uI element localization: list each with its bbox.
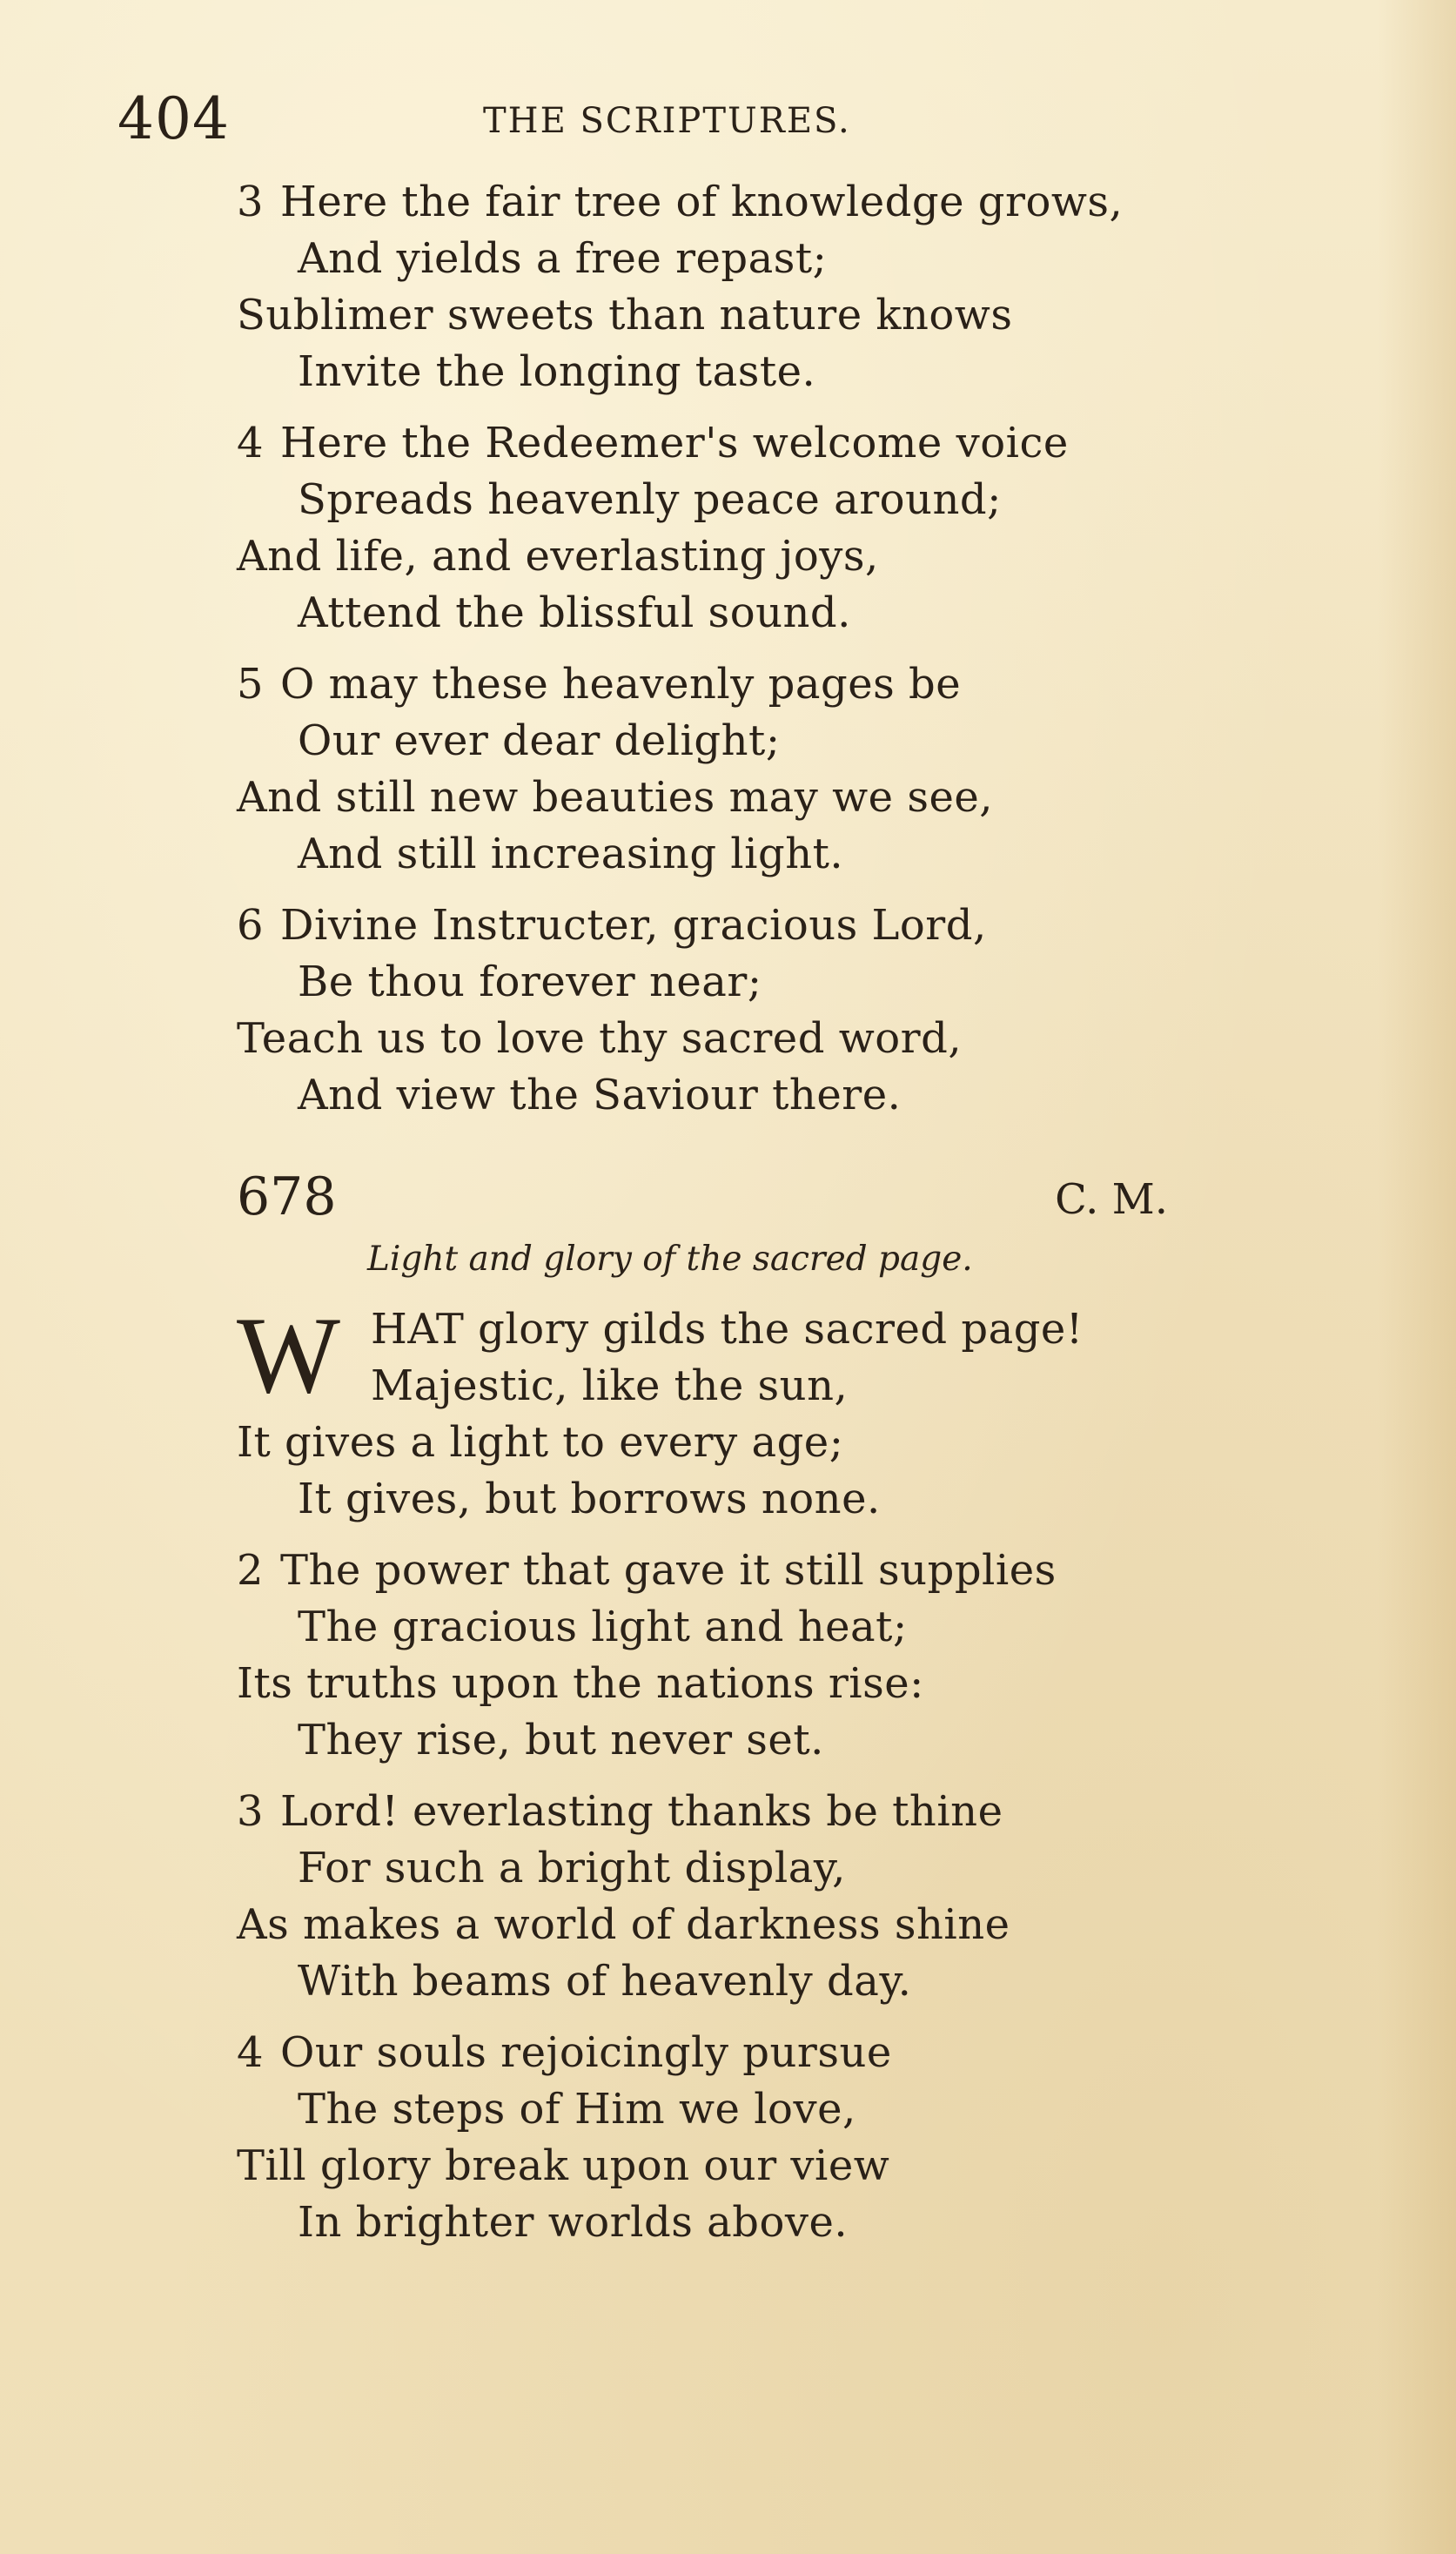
verse-line: And yields a free repast; <box>298 234 828 283</box>
verse-line: And still new beauties may we see, <box>237 773 994 822</box>
hymn-meter: C. M. <box>1055 1175 1168 1224</box>
stanza-2 <box>237 1542 1238 1769</box>
stanza-number: 3 <box>237 1787 265 1836</box>
hymn-subtitle: Light and glory of the sacred page. <box>367 1240 973 1279</box>
drop-cap: W <box>237 1295 340 1416</box>
stanza-number: 3 <box>237 178 265 226</box>
page-number: 404 <box>117 85 230 152</box>
verse-line: Its truths upon the nations rise: <box>237 1659 924 1708</box>
verse-line: For such a bright display, <box>298 1844 846 1892</box>
verse-line: Invite the longing taste. <box>298 347 816 396</box>
verse-line: In brighter worlds above. <box>298 2198 849 2247</box>
stanza-continued-6 <box>237 897 1238 1124</box>
page-header <box>117 80 1249 158</box>
verse-line: 3 Here the fair tree of knowledge grows, <box>237 174 1238 231</box>
hymn-header <box>237 1160 1238 1233</box>
stanza-continued-4 <box>237 415 1238 642</box>
verse-line: Be thou forever near; <box>298 958 762 1006</box>
stanza-1 <box>237 1295 1238 1528</box>
verse-line: It gives a light to every age; <box>237 1418 844 1467</box>
verse-line: 5 O may these heavenly pages be <box>237 656 1238 713</box>
verse-line: 6 Divine Instructer, gracious Lord, <box>237 897 1238 954</box>
verse-line: 3 Lord! everlasting thanks be thine <box>237 1784 1238 1840</box>
verse-line: Majestic, like the sun, <box>371 1361 849 1410</box>
verse-line: Till glory break upon our view <box>237 2141 890 2190</box>
verse-line: Our ever dear delight; <box>298 716 781 765</box>
verse-line: It gives, but borrows none. <box>298 1475 881 1523</box>
verse-line: And still increasing light. <box>298 830 844 878</box>
stanza-3 <box>237 1784 1238 2010</box>
verse-line: 4 Here the Redeemer's welcome voice <box>237 415 1238 472</box>
verse-line: 2 The power that gave it still supplies <box>237 1542 1238 1599</box>
stanza-continued-5 <box>237 656 1238 883</box>
verse-line: Teach us to love thy sacred word, <box>237 1014 963 1063</box>
verse-line: 4 Our souls rejoicingly pursue <box>237 2025 1238 2081</box>
verse-line: HAT glory gilds the sacred page! <box>371 1305 1084 1354</box>
verse-line: And view the Saviour there. <box>298 1071 902 1119</box>
stanza-number: 5 <box>237 660 265 709</box>
stanza-number: 2 <box>237 1546 265 1595</box>
stanza-number: 6 <box>237 901 265 950</box>
running-head: THE SCRIPTURES. <box>483 101 851 141</box>
verse-line: Sublimer sweets than nature knows <box>237 291 1013 339</box>
verse-line: The steps of Him we love, <box>298 2085 856 2134</box>
stanza-4 <box>237 2025 1238 2251</box>
verse-line: And life, and everlasting joys, <box>237 532 879 581</box>
hymn-number: 678 <box>237 1166 337 1227</box>
verse-line: Spreads heavenly peace around; <box>298 475 1002 524</box>
verse-line: Attend the blissful sound. <box>298 588 851 637</box>
verse-line: The gracious light and heat; <box>298 1603 908 1651</box>
stanza-number: 4 <box>237 2028 265 2077</box>
verse-line: With beams of heavenly day. <box>298 1957 912 2006</box>
verse-line: As makes a world of darkness shine <box>237 1900 1010 1949</box>
stanza-number: 4 <box>237 419 265 467</box>
page-content <box>237 174 1238 2266</box>
verse-line: They rise, but never set. <box>298 1716 824 1764</box>
stanza-continued-3 <box>237 174 1238 400</box>
page-edge-shading <box>1378 0 1456 2554</box>
